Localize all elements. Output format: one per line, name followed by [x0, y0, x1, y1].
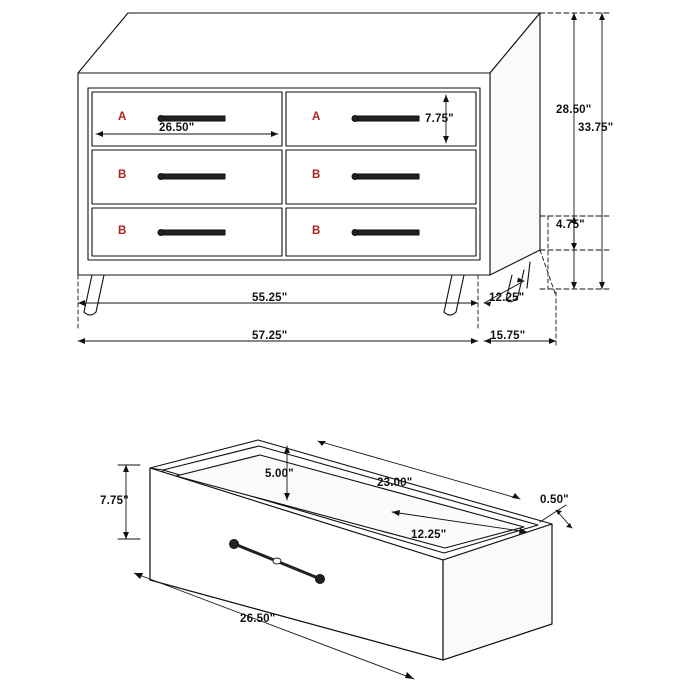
dimension-leg-height: 4.75" [556, 219, 585, 231]
dimension-cabinet-width: 55.25" [252, 292, 288, 304]
drawer-label-middle-left: B [118, 169, 127, 181]
dimension-drawer-front-width: 26.50" [240, 613, 276, 625]
dimension-overall-depth: 15.75" [490, 330, 526, 342]
dimension-drawer-interior-length: 23.00" [377, 477, 413, 489]
dimension-cabinet-height: 28.50" [556, 104, 592, 116]
dimension-drawer-side-height: 7.75" [100, 495, 129, 507]
dimension-drawer-wall-thickness: 0.50" [540, 494, 569, 506]
dimension-drawer-a-height: 7.75" [425, 113, 454, 125]
dimension-overall-width: 57.25" [252, 330, 288, 342]
drawer-label-bottom-right: B [312, 225, 321, 237]
drawer-label-middle-right: B [312, 169, 321, 181]
dimension-overall-height: 33.75" [578, 122, 614, 134]
dimension-drawer-a-width: 26.50" [159, 122, 195, 134]
dimension-drawer-interior-width: 12.25" [411, 529, 447, 541]
dimension-cabinet-depth: 12.25" [489, 292, 525, 304]
dimension-drawer-interior-depth: 5.00" [265, 468, 294, 480]
drawer-label-top-right: A [312, 111, 321, 123]
drawer-label-top-left: A [118, 111, 127, 123]
drawer-label-bottom-left: B [118, 225, 127, 237]
